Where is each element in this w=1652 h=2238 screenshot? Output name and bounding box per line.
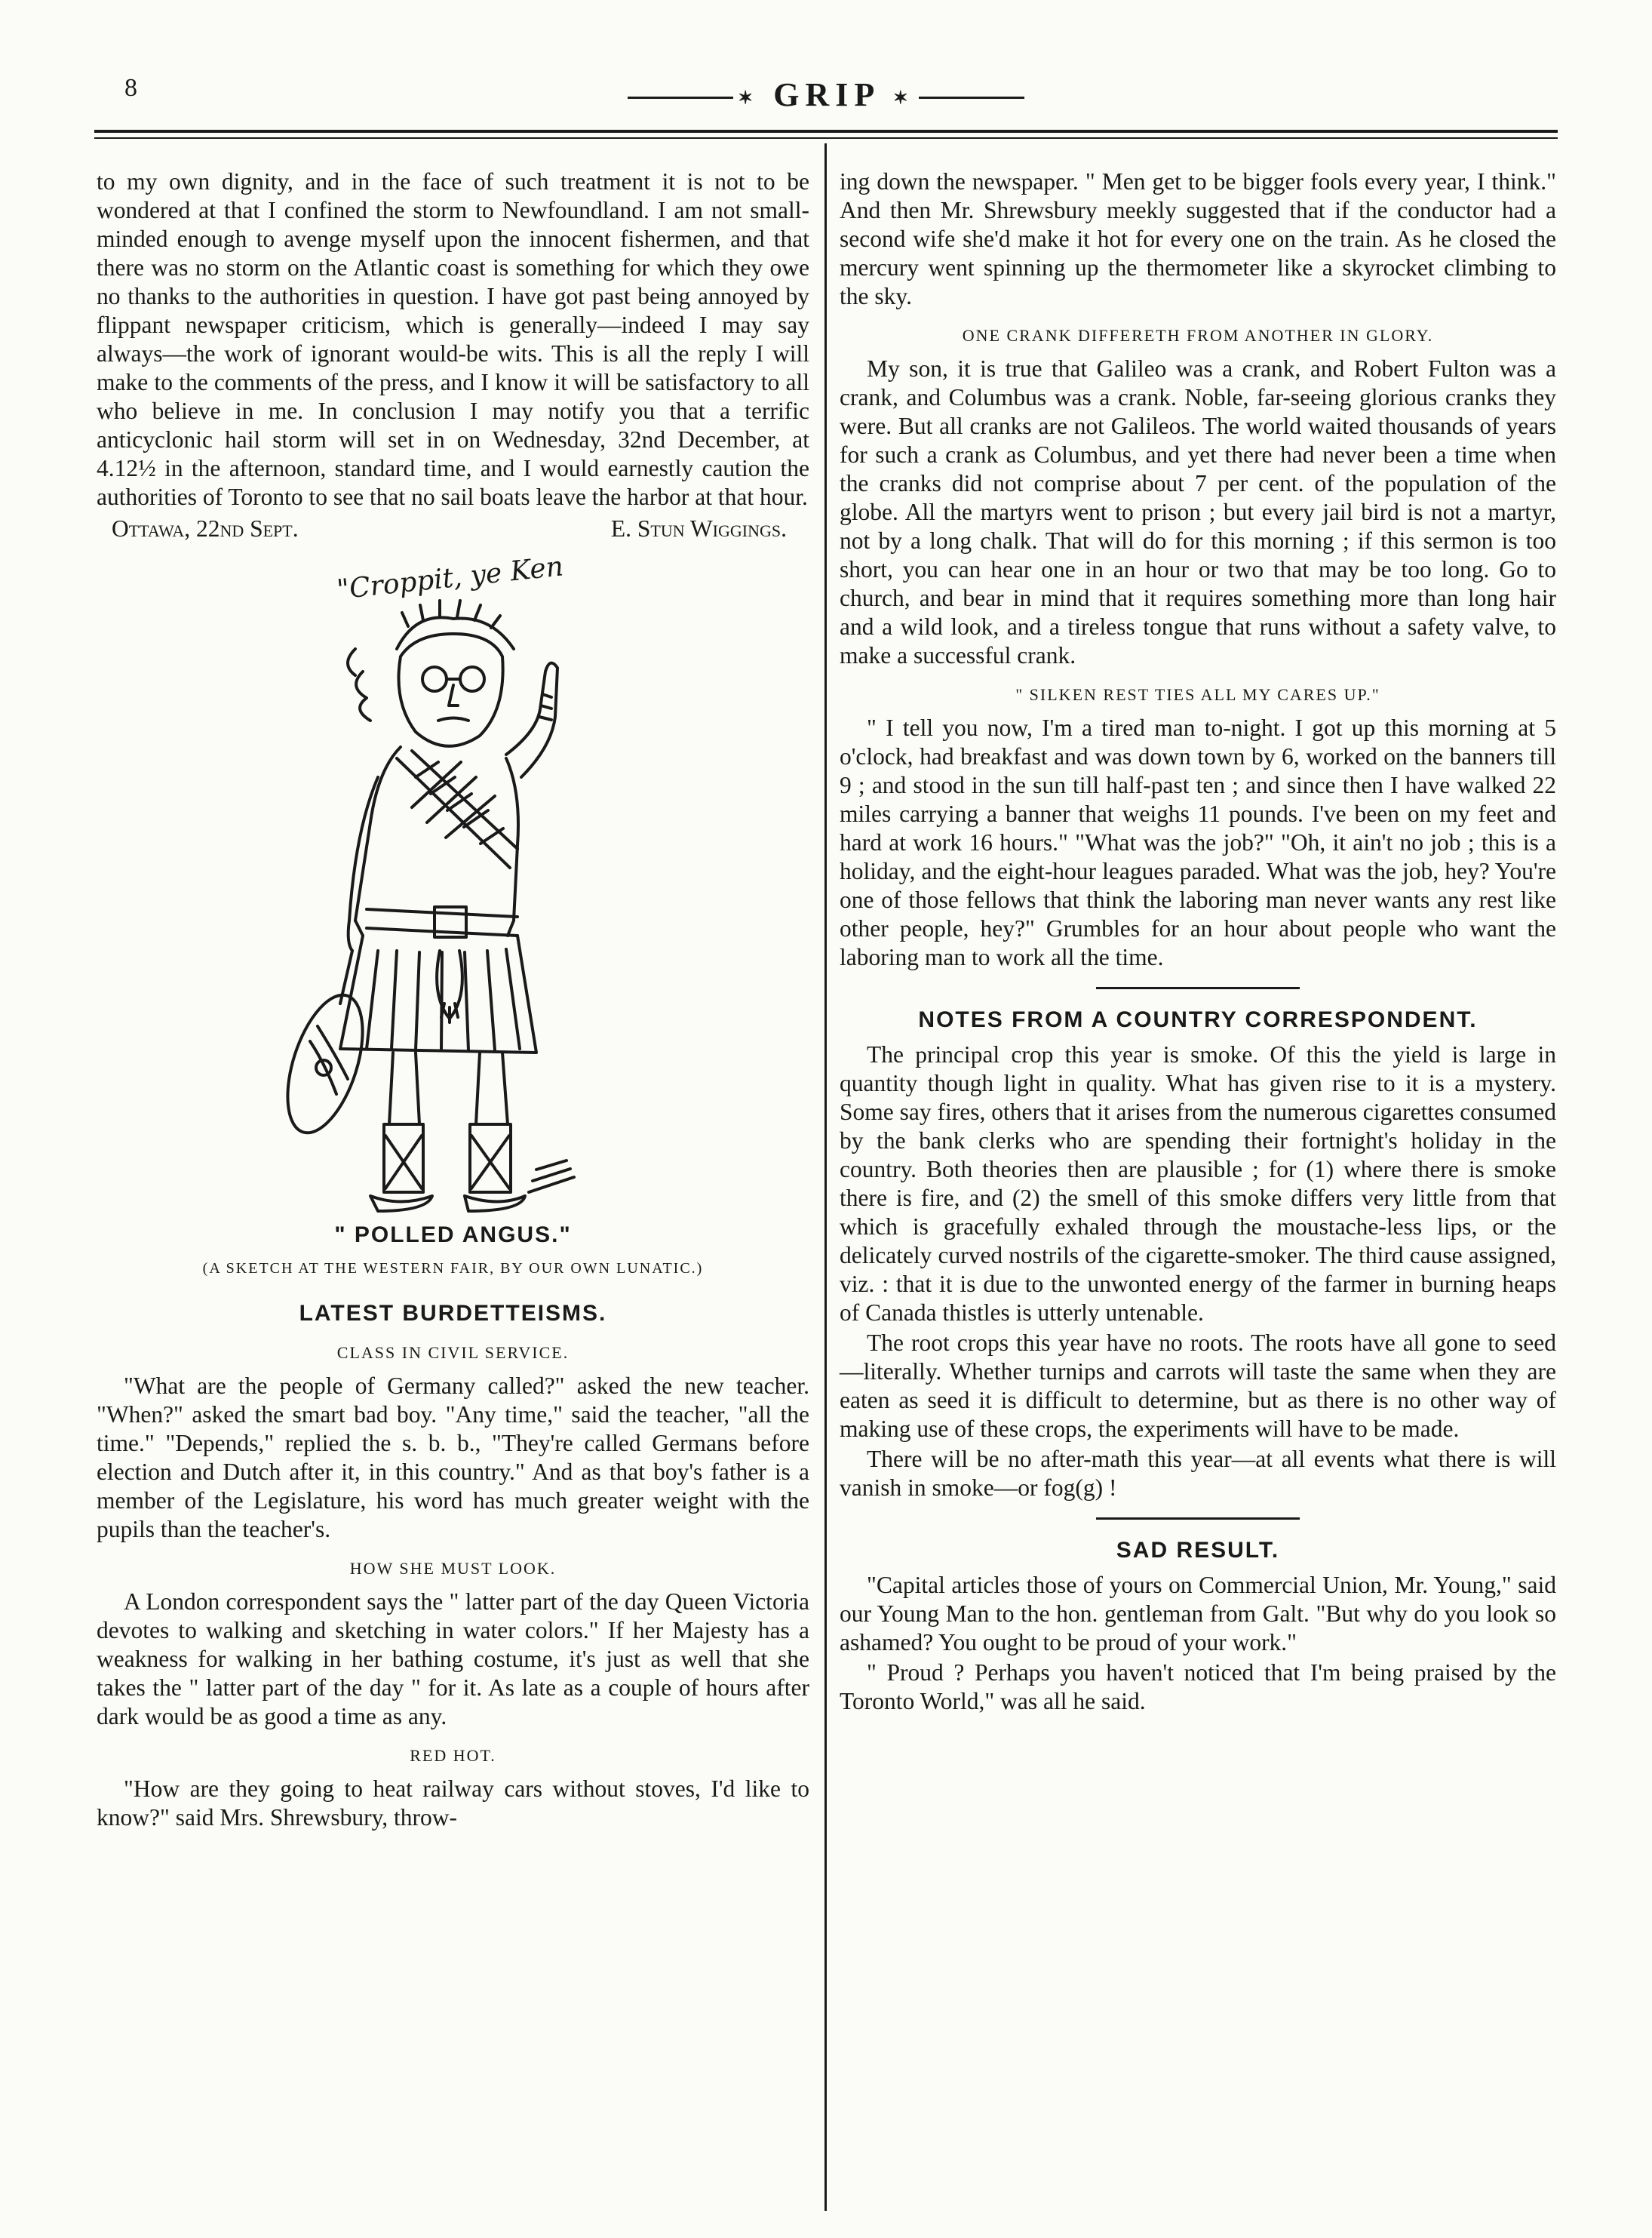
header-rule-thick bbox=[94, 130, 1558, 133]
cartoon-caption: " POLLED ANGUS." bbox=[334, 1222, 572, 1247]
header-rule-thin bbox=[94, 137, 1558, 139]
page-header bbox=[91, 72, 1561, 125]
masthead-rule-left bbox=[628, 97, 733, 99]
subhead-civil-service: CLASS IN CIVIL SERVICE. bbox=[336, 1343, 570, 1362]
masthead-title: GRIP bbox=[773, 76, 879, 113]
subhead-red-hot: RED HOT. bbox=[410, 1746, 496, 1765]
section-rule bbox=[1096, 1517, 1300, 1520]
left-column bbox=[97, 168, 809, 1834]
right-column bbox=[840, 168, 1556, 1717]
star-ornament-icon: ✶ bbox=[892, 88, 914, 109]
sad-result-text-1: "Capital articles those of yours on Commercial Union, Mr. Young," said our Young Man to the hon. gentleman from Galt. "But why do you look so ashamed? You ought to be proud of your work." bbox=[840, 1572, 1556, 1655]
country-notes-text-1: The principal crop this year is smoke. Of this the yield is large in quantity though light in quality. What has given rise to it is a mystery. Some say fires, others that it arises from the numerous cigarettes consumed by the bank clerks who are spending their fortnight's holiday in the country. Both theories then are plausible ; for (1) where there is smoke there is fire, and (2) the smell of this smoke differs very little from that which is gracefully exhaled through the moustache-less lips, or the delicately curved nostrils of the cigarette-smoker. The third cause assigned, viz. : that it is due to the unwonted energy of the farmer in burning heaps of Canada thistles is utterly untenable. bbox=[840, 1041, 1556, 1326]
masthead-rule-right bbox=[919, 97, 1024, 99]
silken-rest-text: " I tell you now, I'm a tired man to-night. I got up this morning at 5 o'clock, had breakfast and was down town by 6, worked on the banners till 9 ; and stood in the sun till half-past ten ; and since then I have walked 22 miles carrying a banner that weighs 11 pounds. I've been on my feet and hard at work 16 hours." "What was the job?" "Oh, it ain't no job ; this is a holiday, and the eight-hour leagues paraded. What was the job, hey? You're one of those fellows that think the laboring man never wants any rest like other people, hey?" Grumbles for an hour about people who want the laboring man to work all the time. bbox=[840, 715, 1556, 970]
star-ornament-icon: ✶ bbox=[738, 88, 760, 109]
country-notes-text-2: The root crops this year have no roots. The roots have all gone to seed—literally. Whether turnips and carrots will taste the same when they are eaten as seed it is difficult to determine, but as there is no other way of making use of these crops, the experiments will have to be made. bbox=[840, 1330, 1556, 1442]
section-rule bbox=[1096, 987, 1300, 989]
signature-line bbox=[97, 515, 809, 543]
column-divider bbox=[824, 143, 827, 2211]
cartoon-subcaption: (A SKETCH AT THE WESTERN FAIR, BY OUR OWN LUNATIC.) bbox=[202, 1260, 704, 1277]
masthead bbox=[91, 75, 1561, 114]
cartoon-speech-text: "Croppit, ye Ken bbox=[335, 551, 565, 606]
cartoon-figure bbox=[265, 596, 642, 1215]
subhead-silken-rest: " SILKEN REST TIES ALL MY CARES UP." bbox=[1015, 685, 1380, 704]
red-hot-continued-text: ing down the newspaper. " Men get to be bigger fools every year, I think." And then Mr. Shrewsbury meekly suggested that if the conductor had a second wife she'd make it hot for every one on the train. As he closed the mercury went spinning up the thermometer like a skyrocket climbing to the sky. bbox=[840, 168, 1556, 309]
signature-place: Ottawa, 22nd Sept. bbox=[112, 515, 299, 542]
one-crank-text: My son, it is true that Galileo was a crank, and Robert Fulton was a crank, and Columbus was a crank. Noble, far-seeing glorious cranks they were. But all cranks are not Galileos. The world waited thousands of years for such a crank as Columbus, and yet there had never been a time when the cranks did not comprise about 7 per cent. of the population of the globe. All the martyrs went to prison ; but every jail bird is not a martyr, not by a long chalk. That will do for this morning ; if this sermon is too short, you can hear one in an hour or two that may be too long. Go to church, and bear in mind that it requires something more than long hair and a wild look, and a tireless tongue that runs without a safety valve, to make a successful crank. bbox=[840, 355, 1556, 669]
headline-sad-result: SAD RESULT. bbox=[1116, 1538, 1280, 1563]
signature-name: E. Stun Wiggings. bbox=[610, 515, 787, 542]
sad-result-text-2: " Proud ? Perhaps you haven't noticed that I'm being praised by the Toronto World," was all he said. bbox=[840, 1659, 1556, 1714]
headline-burdetteisms: LATEST BURDETTEISMS. bbox=[299, 1301, 607, 1326]
headline-country-correspondent: NOTES FROM A COUNTRY CORRESPONDENT. bbox=[918, 1007, 1478, 1032]
how-she-must-look-text: A London correspondent says the " latter part of the day Queen Victoria devotes to walking and sketching in water colors." If her Majesty has a weakness for walking in her bathing costume, it's just as well that she takes the " latter part of the day " for it. As late as a couple of hours after dark would be as good a time as any. bbox=[97, 1588, 809, 1729]
page-number: 8 bbox=[124, 74, 137, 102]
subhead-one-crank: ONE CRANK DIFFERETH FROM ANOTHER IN GLORY. bbox=[962, 326, 1434, 345]
civil-service-text: "What are the people of Germany called?" asked the new teacher. "When?" asked the smart bad boy. "Any time," said the teacher, "all the time." "Depends," replied the s. b. b., "They're called Germans before election and Dutch after it, in this country." And as that boy's father is a member of the Legislature, his word has much greater weight with the pupils than the teacher's. bbox=[97, 1373, 809, 1542]
red-hot-text: "How are they going to heat railway cars without stoves, I'd like to know?" said Mrs. Shrewsbury, throw- bbox=[97, 1775, 809, 1831]
weather-letter-text: to my own dignity, and in the face of such treatment it is not to be wondered at that I confined the storm to Newfoundland. I am not small-minded enough to avenge myself upon the innocent fishermen, and that there was no storm on the Atlantic coast is something for which they owe no thanks to the authorities in question. I have got past being annoyed by flippant newspaper criticism, which is generally—indeed I may say always—the work of ignorant would-be wits. This is all the reply I will make to the comments of the press, and I know it will be satisfactory to all who believe in me. In conclusion I may notify you that a terrific anticyclonic hail storm will set in on Wednesday, 32nd December, at 4.12½ in the afternoon, standard time, and I would earnestly caution the authorities of Toronto to see that no sail boats leave the harbor at that hour. bbox=[97, 168, 809, 510]
country-notes-text-3: There will be no after-math this year—at all events what there is will vanish in smoke—or fog(g) ! bbox=[840, 1446, 1556, 1501]
polled-angus-cartoon bbox=[265, 551, 642, 1215]
subhead-how-she-must-look: HOW SHE MUST LOOK. bbox=[349, 1559, 557, 1578]
